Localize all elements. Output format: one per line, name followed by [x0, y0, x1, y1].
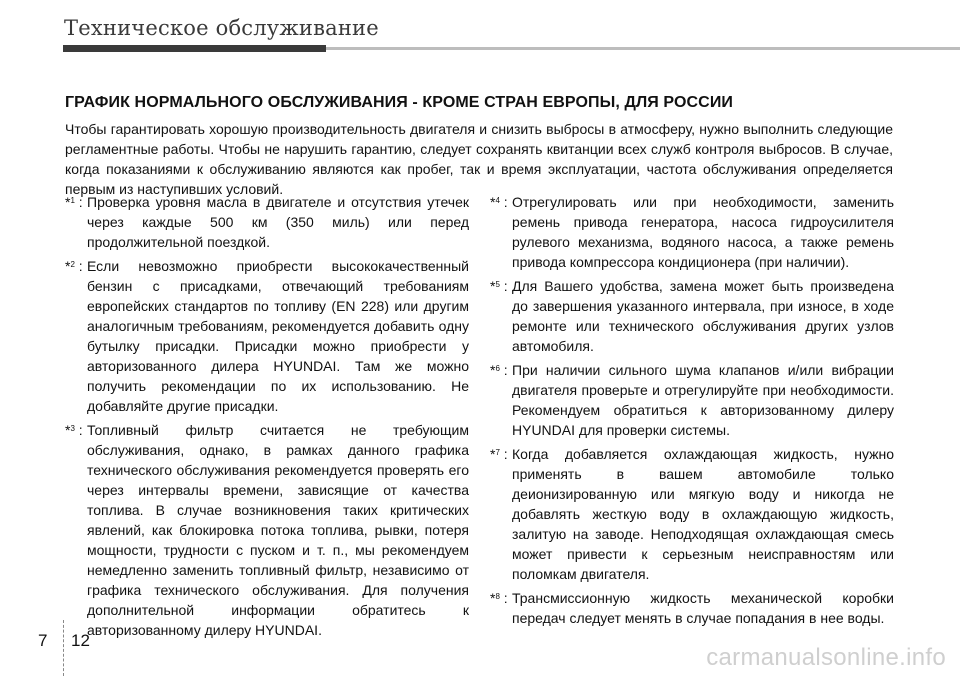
- notes-column-right: [490, 192, 894, 632]
- footnote-4: [490, 192, 894, 272]
- footnote-text: Для Вашего удобства, замена может быть произведена до завершения указанного интервала, при износе, в ходе ремонте или технического обслуживания других узлов автомобиля.: [512, 278, 894, 354]
- footnote-5: [490, 276, 894, 356]
- footnote-text: Топливный фильтр считается не требующим обслуживания, однако, в рамках данного графика технического обслуживания рекомендуется проверять его через интервалы времени, зависящие от качества топлива. В случае возникновения таких критических явлений, как блокировка потока топлива, рывки, потеря мощности, трудности с пуском и т. п., мы рекомендуем немедленно заменить топливный фильтр, независимо от графика технического обслуживания. Для получения дополнительной информации обратитесь к авторизованному дилеру HYUNDAI.: [87, 422, 469, 638]
- footnote-text: Трансмиссионную жидкость механической коробки передач следует менять в случае попадания в нее воды.: [512, 590, 894, 626]
- footnote-1: [65, 192, 469, 252]
- footnote-8: [490, 588, 894, 628]
- footnote-text: Когда добавляется охлаждающая жидкость, нужно применять в вашем автомобиле только деионизированную или мягкую воду и никогда не добавлять жесткую воду в охлаждающую жидкость, залитую на заводе. Неподходящая охлаждающая смесь может привести к серьезным неисправностям или поломкам двигателя.: [512, 446, 894, 582]
- chapter-title: Техническое обслуживание: [64, 16, 379, 40]
- footnote-text: Проверка уровня масла в двигателе и отсутствия утечек через каждые 500 км (350 миль) или перед продолжительной поездкой.: [87, 194, 469, 250]
- watermark-text: carmanualsonline.info: [706, 644, 946, 671]
- footnote-text: Если невозможно приобрести высококачественный бензин с присадками, отвечающий требованиям европейских стандартов по топливу (EN 228) или другим аналогичным требованиям, рекомендуется добавить одну бутылку присадки. Присадки можно приобрести у авторизованного дилера HYUNDAI. Там же можно получить рекомендации по их использованию. Не добавляйте другие присадки.: [87, 258, 469, 414]
- page-margin-line: [63, 620, 64, 676]
- page-number-value: 12: [71, 631, 90, 650]
- section-heading: ГРАФИК НОРМАЛЬНОГО ОБСЛУЖИВАНИЯ - КРОМЕ СТРАН ЕВРОПЫ, ДЛЯ РОССИИ: [65, 94, 734, 111]
- footnote-marker: *$^3$ :: [65, 422, 83, 438]
- footnote-marker: *$^2$ :: [65, 258, 83, 274]
- footnote-text: При наличии сильного шума клапанов и/или вибрации двигателя проверьте и отрегулируйте при необходимости. Рекомендуем обратиться к авторизованному дилеру HYUNDAI для проверки системы.: [512, 362, 894, 438]
- footnote-marker: *$^7$ :: [490, 446, 508, 462]
- header-rule-light: [326, 47, 960, 50]
- chapter-number: 7: [38, 631, 48, 650]
- footnote-marker: *$^8$ :: [490, 590, 508, 606]
- footnote-3: [65, 420, 469, 640]
- footnote-7: [490, 444, 894, 584]
- footnote-marker: *$^6$ :: [490, 362, 508, 378]
- footnote-marker: *$^4$ :: [490, 194, 508, 210]
- notes-column-left: [65, 192, 469, 644]
- footnote-2: [65, 256, 469, 416]
- footnote-marker: *$^5$ :: [490, 278, 508, 294]
- intro-paragraph: Чтобы гарантировать хорошую производительность двигателя и снизить выбросы в атмосферу, нужно выполнить следующие регламентные работы. Чтобы не нарушить гарантию, следует сохранять квитанции всех служб контроля выбросов. В случае, когда показаниями к обслуживанию являются как пробег, так и время эксплуатации, частота обслуживания определяется первым из наступивших условий.: [65, 121, 893, 197]
- header-rule-dark: [63, 45, 326, 52]
- footnote-6: [490, 360, 894, 440]
- footnote-text: Отрегулировать или при необходимости, заменить ремень привода генератора, насоса гидроусилителя рулевого механизма, водяного насоса, а также ремень привода компрессора кондиционера (при наличии).: [512, 194, 894, 270]
- footnote-marker: *$^1$ :: [65, 194, 83, 210]
